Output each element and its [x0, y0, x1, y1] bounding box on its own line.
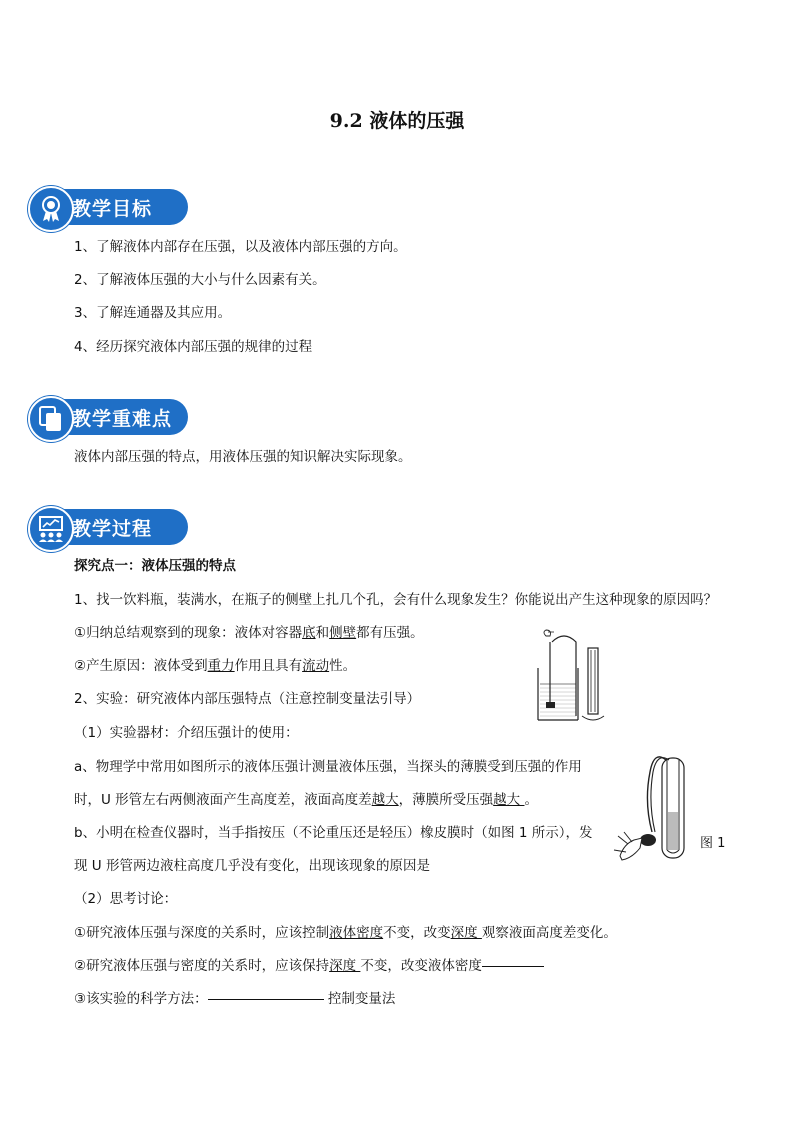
- answer-underlined: 深度: [450, 925, 482, 941]
- text-span: ①研究液体压强与深度的关系时，应该控制: [74, 925, 330, 941]
- answer-underlined: 侧壁: [329, 625, 357, 641]
- text-span: 时，U 形管左右两侧液面产生高度差，液面高度差: [74, 792, 372, 808]
- text-span: 控制变量法: [323, 991, 396, 1007]
- answer-blank: [482, 966, 544, 967]
- text-span: ③该实验的科学方法：: [74, 991, 208, 1007]
- goal-item: 3、了解连通器及其应用。: [74, 305, 232, 321]
- documents-icon: [28, 396, 74, 442]
- page-title: 9.2 液体的压强: [329, 110, 465, 132]
- answer-underlined: 液体密度: [329, 925, 384, 941]
- text-span: ②研究液体压强与密度的关系时，应该保持: [74, 958, 330, 974]
- pressure-gauge-figure: [610, 752, 696, 864]
- text-span: 性。: [329, 658, 357, 674]
- paragraph-a-line-2: [74, 791, 538, 809]
- discussion-2: [74, 957, 544, 975]
- paragraph-a-line-1: a、物理学中常用如图所示的液体压强计测量液体压强，当探头的薄膜受到压强的作用: [74, 759, 582, 775]
- answer-underlined: 流动: [302, 658, 330, 674]
- classroom-presentation-icon: [28, 506, 74, 552]
- text-span: 和: [315, 625, 330, 641]
- text-span: 都有压强。: [356, 625, 424, 641]
- question-1: 1、找一饮料瓶，装满水，在瓶子的侧壁上扎几个孔，会有什么现象发生？你能说出产生这种现象的原因吗？: [74, 592, 718, 608]
- discussion-3: [74, 990, 395, 1008]
- answer-blank: [208, 999, 324, 1000]
- answer-underlined: 重力: [207, 658, 235, 674]
- observation-line: [74, 624, 424, 642]
- text-span: ①归纳总结观察到的现象：液体对容器: [74, 625, 303, 641]
- goal-item: 1、了解液体内部存在压强，以及液体内部压强的方向。: [74, 239, 407, 255]
- text-span: ②产生原因：液体受到: [74, 658, 208, 674]
- text-span: 不变，改变液体密度: [360, 958, 482, 974]
- answer-underlined: 深度: [329, 958, 361, 974]
- text-span: 。: [524, 792, 538, 808]
- section-banner-process: [28, 506, 188, 548]
- paragraph-b-line-1: b、小明在检查仪器时，当手指按压（不论重压还是轻压）橡皮膜时（如图 1 所示），发: [74, 825, 593, 841]
- discussion-1: [74, 924, 617, 942]
- goal-item: 2、了解液体压强的大小与什么因素有关。: [74, 272, 326, 288]
- text-span: 观察液面高度差变化。: [481, 925, 617, 941]
- section-heading: 教学过程: [72, 518, 153, 540]
- section-banner-key-points: [28, 396, 188, 438]
- discussion-heading: （2）思考讨论：: [74, 891, 178, 907]
- experiment-line: 2、实验：研究液体内部压强特点（注意控制变量法引导）: [74, 691, 421, 707]
- section-heading: 教学重难点: [72, 408, 173, 430]
- figure-1-label: 图 1: [700, 836, 726, 851]
- text-span: 不变，改变: [383, 925, 451, 941]
- section-heading: 教学目标: [72, 198, 153, 220]
- award-ribbon-icon: [28, 186, 74, 232]
- equipment-line: （1）实验器材：介绍压强计的使用：: [74, 725, 299, 741]
- answer-underlined: 底: [302, 625, 316, 641]
- key-points-text: 液体内部压强的特点，用液体压强的知识解决实际现象。: [74, 449, 412, 465]
- paragraph-b-line-2: 现 U 形管两边液柱高度几乎没有变化，出现该现象的原因是: [74, 858, 430, 874]
- beaker-manometer-figure: [534, 628, 610, 724]
- goal-item: 4、经历探究液体内部压强的规律的过程: [74, 339, 313, 355]
- answer-underlined: 越大: [493, 792, 525, 808]
- cause-line: [74, 657, 356, 675]
- text-span: ，薄膜所受压强: [398, 792, 494, 808]
- section-banner-goals: [28, 186, 188, 228]
- subheading: 探究点一：液体压强的特点: [74, 558, 236, 574]
- answer-underlined: 越大: [371, 792, 399, 808]
- text-span: 作用且具有: [234, 658, 303, 674]
